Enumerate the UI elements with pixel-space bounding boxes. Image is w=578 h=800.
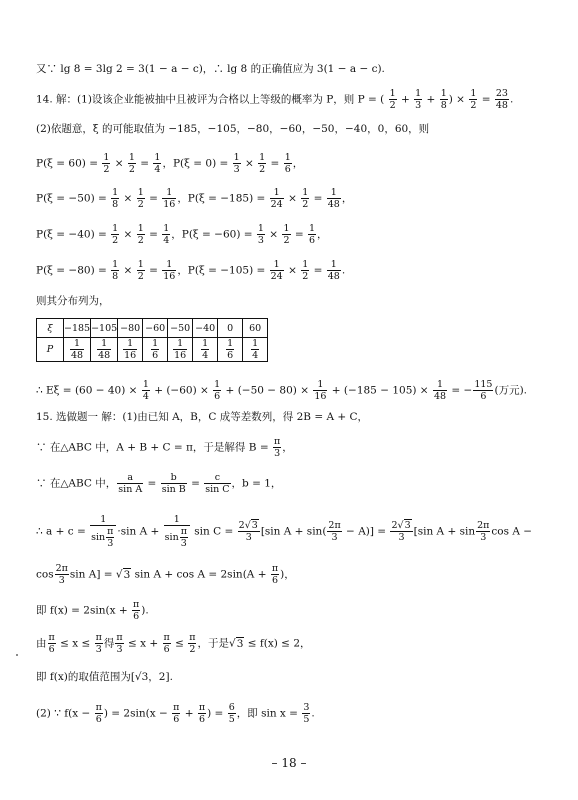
table-cell: $\frac{1}{6}$	[143, 338, 168, 362]
table-cell: $\frac{1}{6}$	[218, 338, 243, 362]
line-lg8: 又∵ lg 8 = 3lg 2 = 3(1 − a − c)，∴ lg 8 的正确值应为 3(1 − a − c).	[36, 63, 385, 75]
line-q15-simplify: cos $\frac{2\pi}{3}$ sin A] = √3 sin A + cos A = 2sin(A + $\frac{\pi}{6}$ )，	[36, 563, 295, 586]
scan-speck	[16, 654, 18, 656]
page-number: – 18 –	[271, 756, 307, 770]
table-cell: −80	[118, 319, 143, 338]
table-cell: P	[37, 338, 64, 362]
line-prob-m40-m60: P(ξ = −40) = $\frac{1}{2}$ × $\frac{1}{2}$ = $\frac{1}{4}$ ，P(ξ = −60) = $\frac{1}{3}$ × $\frac{1}{2}$ = $\frac{1}{6}$ ，	[36, 223, 328, 246]
table-cell: −105	[91, 319, 118, 338]
line-q15-part2: (2) ∵ f(x − $\frac{\pi}{6}$ ) = 2sin(x − $\frac{\pi}{6}$ + $\frac{\pi}{6}$ ) = $\frac{6}{5}$ ，即 sin x = $\frac{3}{5}$ .	[36, 702, 315, 725]
line-prob-60-0: P(ξ = 60) = $\frac{1}{2}$ × $\frac{1}{2}$ = $\frac{1}{4}$ ，P(ξ = 0) = $\frac{1}{3}$ × $\frac{1}{2}$ = $\frac{1}{6}$ ，	[36, 152, 304, 175]
table-cell: −185	[64, 319, 91, 338]
line-distribution-intro: 则其分布列为，	[36, 295, 110, 307]
table-cell: $\frac{1}{48}$	[64, 338, 91, 362]
table-cell: 0	[218, 319, 243, 338]
table-cell: $\frac{1}{4}$	[243, 338, 268, 362]
table-cell: $\frac{1}{4}$	[193, 338, 218, 362]
table-cell: $\frac{1}{16}$	[118, 338, 143, 362]
table-cell: $\frac{1}{16}$	[168, 338, 193, 362]
table-cell: $\frac{1}{48}$	[91, 338, 118, 362]
line-q15-sine-law: ∵ 在△ABC 中， $\frac{a}{\text{sin A}}$ = $\frac{b}{\text{sin B}}$ = $\frac{c}{\text{sin C}}$ ，b = 1，	[36, 472, 282, 495]
line-expectation: ∴ Eξ = (60 − 40) × $\frac{1}{4}$ + (−60) × $\frac{1}{6}$ + (−50 − 80) × $\frac{1}{16}$ + (−185 − 105) × $\frac{1}{48}$ = − $\frac{115}{6}$ (万元).	[36, 379, 527, 402]
table-cell: −40	[193, 319, 218, 338]
line-prob-m50-m185: P(ξ = −50) = $\frac{1}{8}$ × $\frac{1}{2}$ = $\frac{1}{16}$ ，P(ξ = −185) = $\frac{1}{24}$ × $\frac{1}{2}$ = $\frac{1}{48}$ ，	[36, 187, 353, 210]
line-q14-part2-intro: (2)依题意，ξ 的可能取值为 −185，−105，−80，−60，−50，−40，0，60，则	[36, 123, 430, 135]
table-row	[37, 319, 268, 338]
line-q15-range-derivation: 由 $\frac{\pi}{6}$ ≤ x ≤ $\frac{\pi}{3}$ 得 $\frac{\pi}{3}$ ≤ x + $\frac{\pi}{6}$ ≤ $\frac{\pi}{2}$ ，于是√3 ≤ f(x) ≤ 2，	[36, 632, 311, 655]
table-cell: 60	[243, 319, 268, 338]
line-q14-part1: 14. 解：(1)设该企业能被抽中且被评为合格以上等级的概率为 P，则 P = ( $\frac{1}{2}$ + $\frac{1}{3}$ + $\frac{1}{8}$ ) × $\frac{1}{2}$ = $\frac{23}{48}$ .	[36, 88, 514, 111]
line-q15-a-plus-c: ∴ a + c = 1 sin $\frac{\pi}{3}$ ·sin A + 1 sin $\frac{\pi}{3}$ sin C = $\frac{2√3}{3}$ [sin A + sin( $\frac{2\pi}{3}$ − A)] = $\frac{2√3}{3}$ [sin A + sin $\frac{2\pi}{3}$ cos A −	[36, 514, 533, 549]
line-prob-m80-m105: P(ξ = −80) = $\frac{1}{8}$ × $\frac{1}{2}$ = $\frac{1}{16}$ ，P(ξ = −105) = $\frac{1}{24}$ × $\frac{1}{2}$ = $\frac{1}{48}$ .	[36, 259, 346, 282]
table-cell: −50	[168, 319, 193, 338]
distribution-table	[36, 318, 268, 362]
line-q15-b: ∵ 在△ABC 中，A + B + C = π，于是解得 B = $\frac{\pi}{3}$ ，	[36, 436, 293, 459]
table-cell: ξ	[37, 319, 64, 338]
line-q15-range: 即 f(x)的取值范围为[√3，2].	[36, 671, 173, 683]
table-row	[37, 338, 268, 362]
line-q15-intro: 15. 选做题一 解：(1)由已知 A，B，C 成等差数列，得 2B = A + C，	[36, 411, 369, 423]
table-cell: −60	[143, 319, 168, 338]
line-q15-fx: 即 f(x) = 2sin(x + $\frac{\pi}{6}$ ).	[36, 599, 149, 622]
